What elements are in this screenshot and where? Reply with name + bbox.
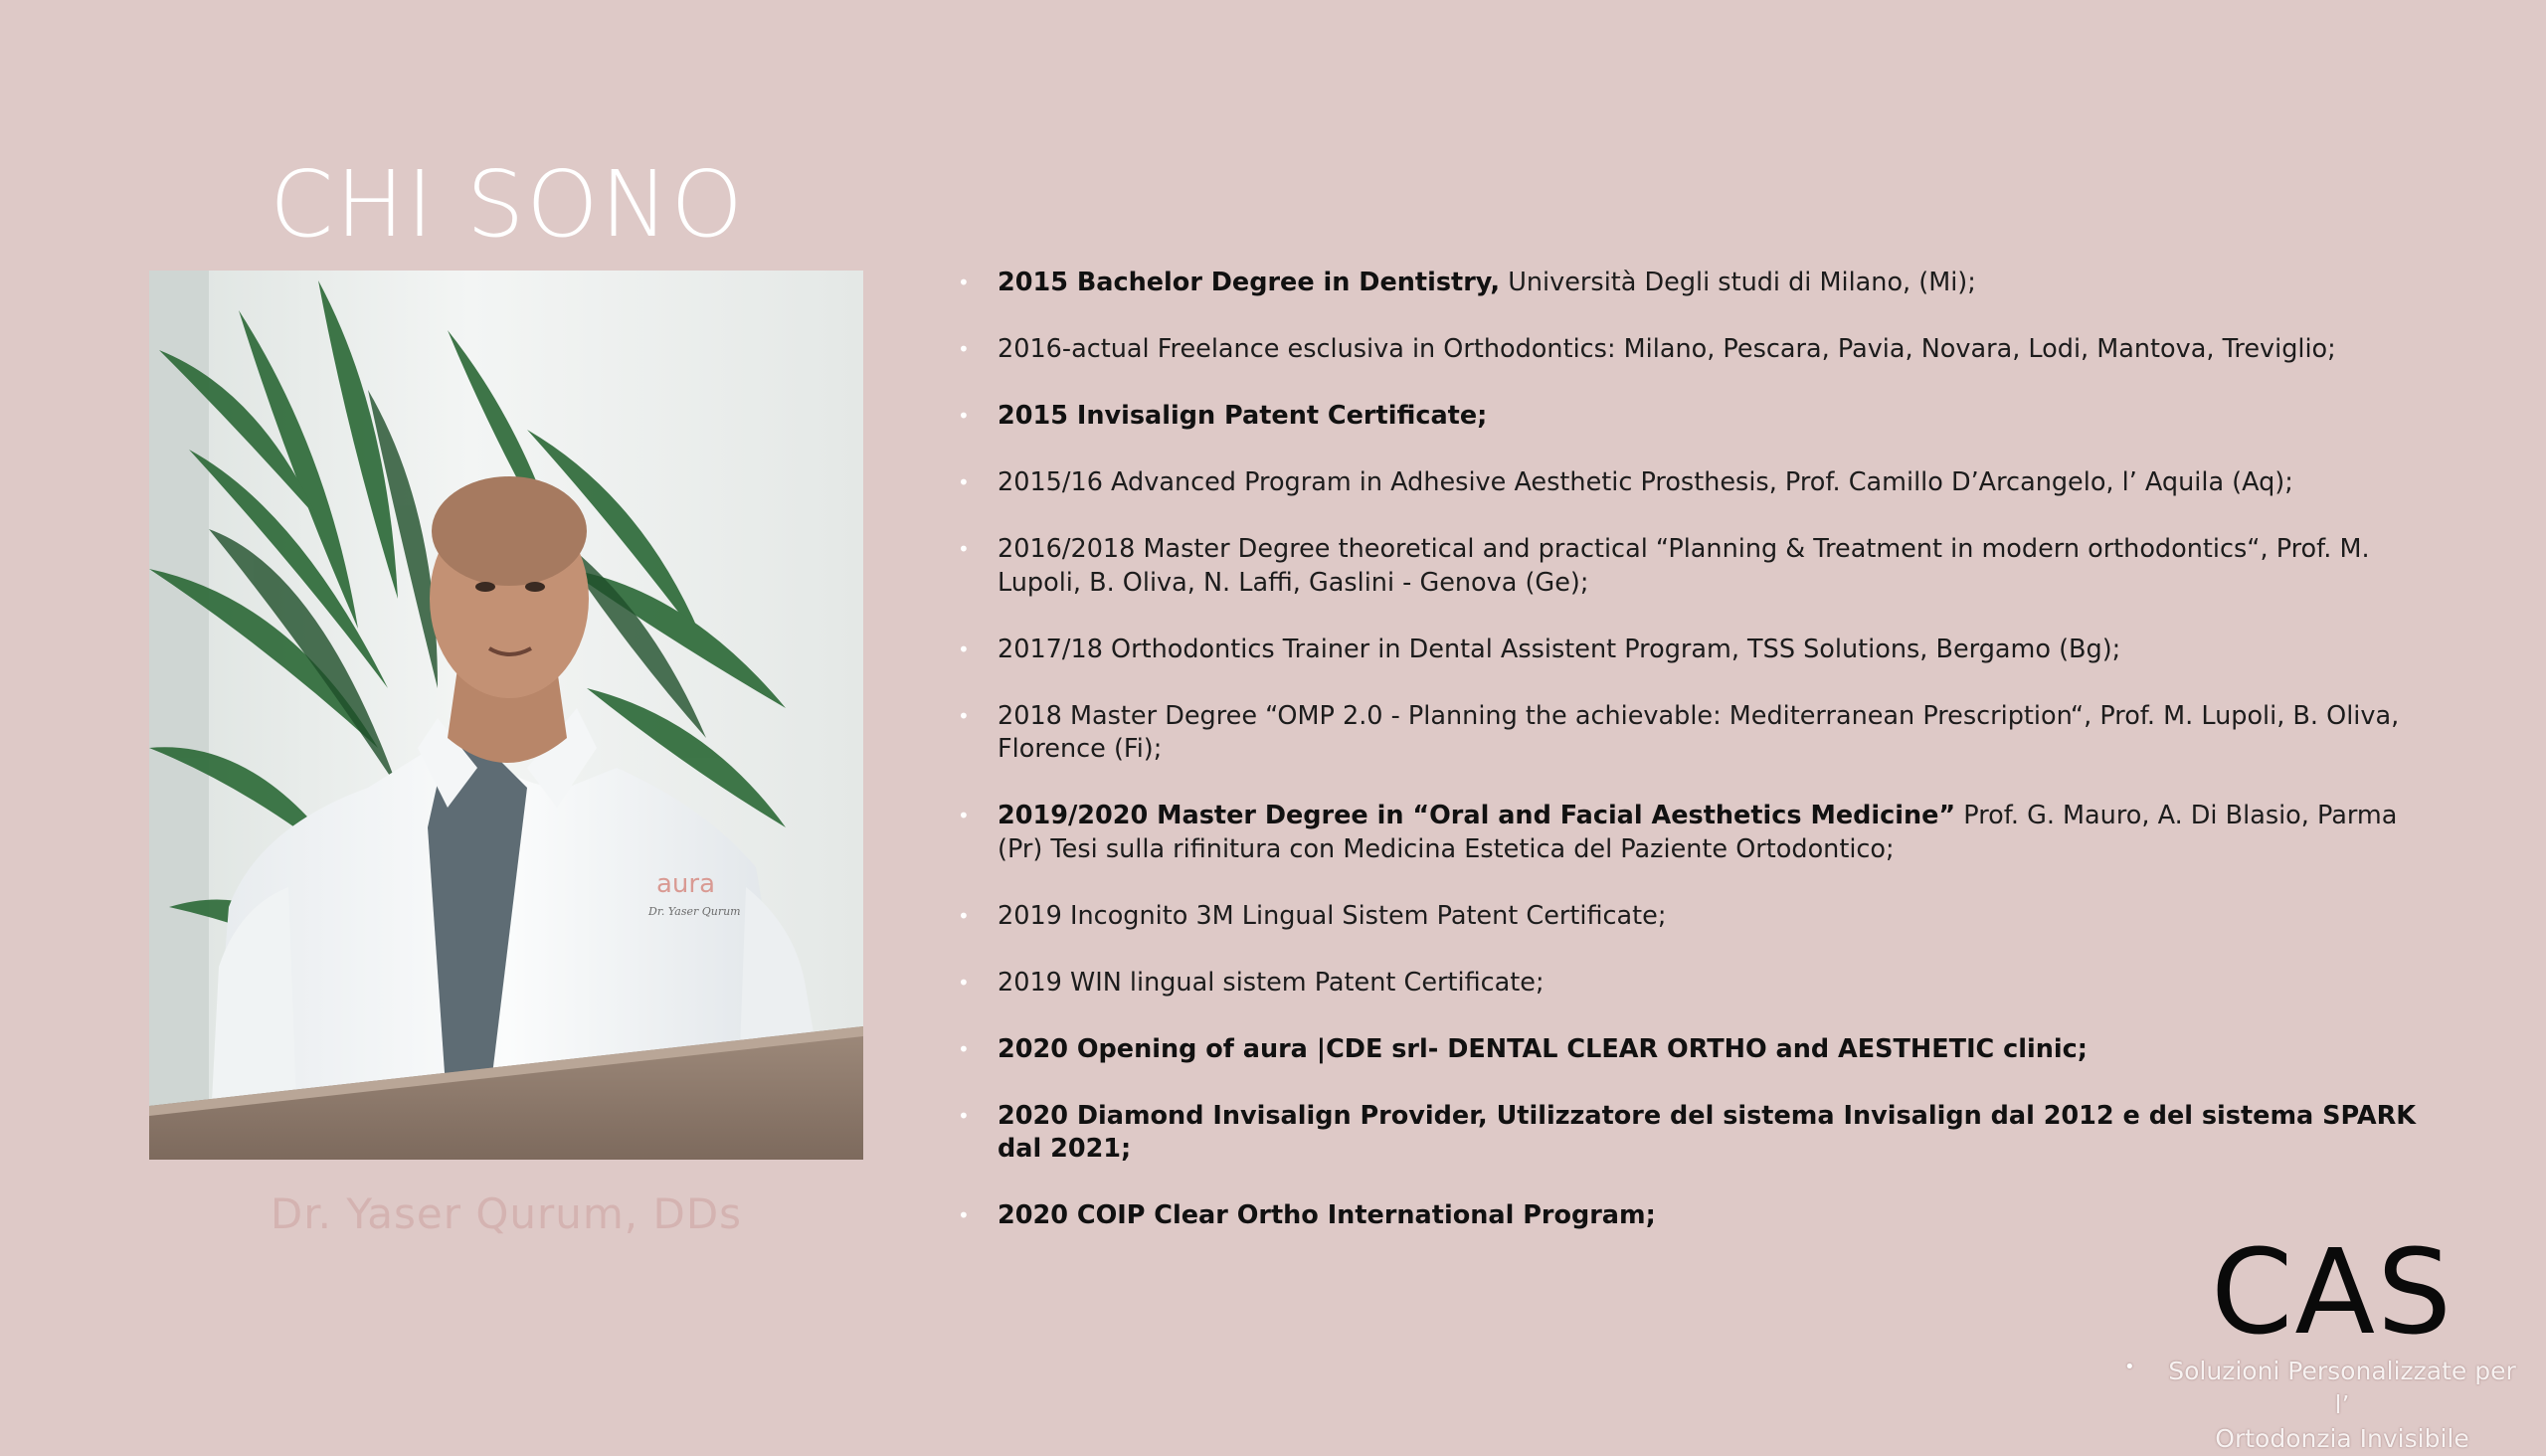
cv-item-text: 2019 WIN lingual sistem Patent Certificate; bbox=[998, 967, 1545, 998]
bullet-icon: • bbox=[958, 703, 970, 728]
bullet-icon: • bbox=[958, 271, 970, 294]
logo-tagline-line1: Soluzioni Personalizzate per l’ bbox=[2168, 1357, 2516, 1419]
cv-item bbox=[955, 1199, 2427, 1233]
bullet-icon: • bbox=[958, 637, 970, 661]
cv-item-text: 2016-actual Freelance esclusiva in Orthodontics: Milano, Pescara, Pavia, Novara, Lodi, Mantova, Treviglio; bbox=[998, 334, 2336, 364]
cv-item-text: 2019 Incognito 3M Lingual Sistem Patent Certificate; bbox=[998, 900, 1667, 931]
cv-item bbox=[955, 533, 2427, 600]
bullet-icon: • bbox=[958, 903, 970, 928]
cv-item bbox=[955, 634, 2427, 667]
cv-list bbox=[955, 267, 2427, 1266]
cv-item-text: 2016/2018 Master Degree theoretical and practical “Planning & Treatment in modern orthodontics“, Prof. M. Lupoli, B. Oliva, N. Laffi, Gaslini - Genova (Ge); bbox=[998, 534, 2370, 598]
cv-item-bold: 2020 Opening of aura |CDE srl- DENTAL CLEAR ORTHO and AESTHETIC clinic; bbox=[998, 1033, 2088, 1064]
cv-item-bold: 2015 Invisalign Patent Certificate; bbox=[998, 401, 1488, 431]
cv-item-bold: 2015 Bachelor Degree in Dentistry, bbox=[998, 268, 1501, 297]
logo-tagline bbox=[2124, 1355, 2526, 1456]
bullet-icon: • bbox=[958, 1203, 970, 1227]
cv-item bbox=[955, 400, 2427, 434]
logo-tagline-line2: Ortodonzia Invisibile bbox=[2215, 1424, 2469, 1453]
cv-item bbox=[955, 267, 2427, 300]
bullet-icon: • bbox=[958, 537, 970, 561]
cv-item bbox=[955, 333, 2427, 367]
cv-item bbox=[955, 800, 2427, 866]
cv-item-text: 2018 Master Degree “OMP 2.0 - Planning the achievable: Mediterranean Prescription“, Prof. M. Lupoli, B. Oliva, Florence (Fi); bbox=[998, 700, 2400, 764]
bullet-icon: • bbox=[2124, 1357, 2135, 1377]
bullet-icon: • bbox=[958, 1103, 970, 1128]
coat-name: Dr. Yaser Qurum bbox=[648, 905, 741, 918]
cv-item bbox=[955, 967, 2427, 1001]
cv-item-bold: 2020 COIP Clear Ortho International Program; bbox=[998, 1200, 1656, 1230]
logo-mark: CAS bbox=[2210, 1223, 2455, 1361]
cv-item bbox=[955, 900, 2427, 934]
cv-item bbox=[955, 700, 2427, 767]
cv-item-text: Università Degli studi di Milano, (Mi); bbox=[1500, 268, 1976, 297]
cv-item bbox=[955, 466, 2427, 500]
cv-item-text: 2017/18 Orthodontics Trainer in Dental Assistent Program, TSS Solutions, Bergamo (Bg); bbox=[998, 634, 2121, 664]
portrait-photo bbox=[149, 271, 863, 1160]
slide-title: CHI SONO bbox=[270, 151, 745, 258]
bullet-icon: • bbox=[958, 337, 970, 361]
cv-item-text: 2015/16 Advanced Program in Adhesive Aesthetic Prosthesis, Prof. Camillo D’Arcangelo, l’ Aquila (Aq); bbox=[998, 467, 2293, 497]
cas-logo bbox=[2124, 1223, 2526, 1456]
cv-item-text: Prof. G. Mauro, A. Di Blasio, Parma (Pr) Tesi sulla rifinitura con Medicina Estetica del Paziente Ortodontico; bbox=[998, 801, 2398, 864]
bullet-icon: • bbox=[958, 970, 970, 995]
cv-item bbox=[955, 1100, 2427, 1167]
cv-item-bold: 2020 Diamond Invisalign Provider, Utilizzatore del sistema Invisalign dal 2012 e del sistema SPARK dal 2021; bbox=[998, 1100, 2416, 1164]
bullet-icon: • bbox=[958, 1036, 970, 1061]
caption-name: Dr. Yaser Qurum, DDs bbox=[270, 1189, 743, 1238]
coat-logo: aura bbox=[656, 869, 716, 899]
cv-item-bold: 2019/2020 Master Degree in “Oral and Facial Aesthetics Medicine” bbox=[998, 801, 1956, 830]
bullet-icon: • bbox=[958, 404, 970, 428]
cv-item bbox=[955, 1033, 2427, 1067]
bullet-icon: • bbox=[958, 804, 970, 827]
bullet-icon: • bbox=[958, 470, 970, 494]
